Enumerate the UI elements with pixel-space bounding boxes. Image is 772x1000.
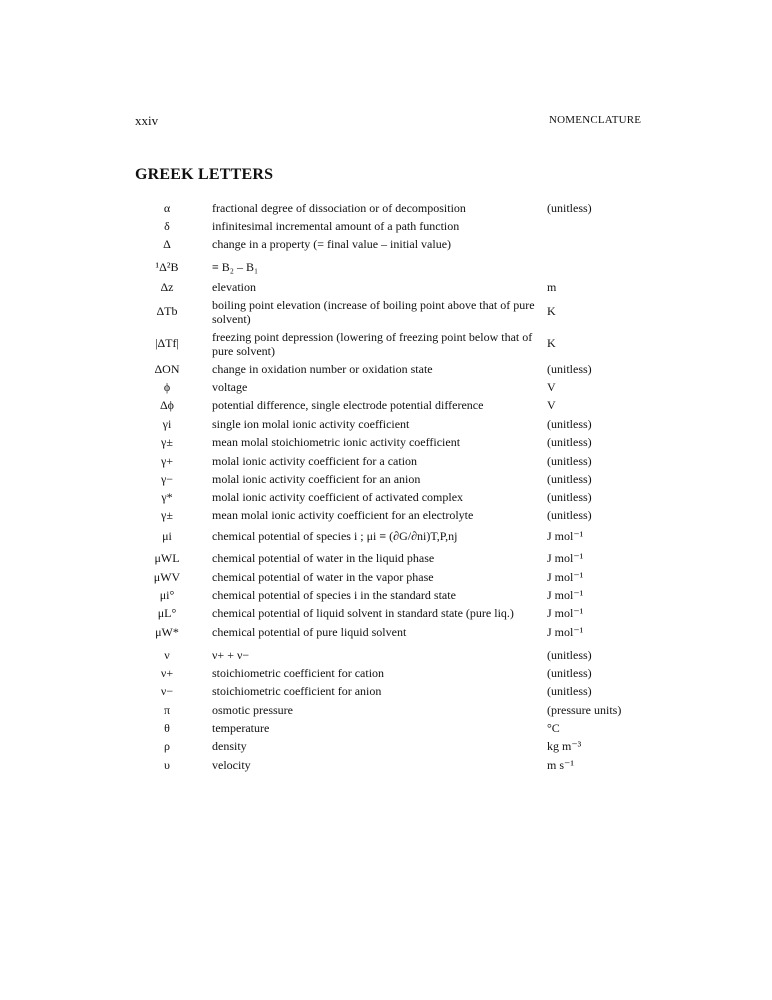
unit: J mol⁻¹ — [547, 551, 584, 565]
symbol: γ+ — [160, 454, 174, 468]
unit: (unitless) — [547, 508, 592, 522]
unit: (unitless) — [547, 684, 592, 698]
description: single ion molal ionic activity coefficient — [212, 417, 410, 431]
description: potential difference, single electrode potential difference — [212, 398, 484, 412]
description: osmotic pressure — [212, 703, 293, 717]
symbol: μi — [162, 529, 172, 543]
symbol: ΔON — [154, 362, 180, 376]
unit: V — [547, 398, 556, 412]
symbol: ν+ — [160, 666, 174, 680]
symbol: γ± — [161, 508, 173, 522]
unit: m — [547, 280, 557, 294]
description: chemical potential of water in the vapor phase — [212, 570, 434, 584]
description: chemical potential of water in the liquid phase — [212, 551, 435, 565]
symbol: μWL — [154, 551, 180, 565]
symbol: μi° — [159, 588, 175, 602]
description: density — [212, 739, 247, 753]
unit: (unitless) — [547, 666, 592, 680]
symbol: γ− — [160, 472, 174, 486]
description: ≡ B₂ – B₁ — [212, 260, 259, 274]
symbol: Δz — [160, 280, 174, 294]
description: stoichiometric coefficient for cation — [212, 666, 385, 680]
running-title: NOMENCLATURE — [549, 114, 642, 126]
symbol: ρ — [164, 739, 170, 753]
unit: (unitless) — [547, 490, 592, 504]
unit: m s⁻¹ — [547, 758, 574, 772]
description: boiling point elevation (increase of boiling point above that of pure solvent) — [212, 298, 535, 326]
symbol: ϕ — [163, 380, 171, 394]
description: voltage — [212, 380, 248, 394]
unit: (unitless) — [547, 435, 592, 449]
page-number: xxiv — [135, 113, 159, 128]
unit: J mol⁻¹ — [547, 529, 584, 543]
description: freezing point depression (lowering of freezing point below that of pure solvent) — [212, 330, 533, 358]
symbol: θ — [164, 721, 170, 735]
description: temperature — [212, 721, 270, 735]
unit: (pressure units) — [547, 703, 622, 717]
symbol: ν− — [160, 684, 174, 698]
description: molal ionic activity coefficient of activated complex — [212, 490, 464, 504]
symbol: |ΔTf| — [155, 336, 179, 350]
symbol: Δϕ — [159, 398, 175, 412]
description: change in a property (= final value – initial value) — [212, 237, 452, 251]
description: fractional degree of dissociation or of decomposition — [212, 201, 466, 215]
symbol: π — [163, 703, 171, 717]
unit: J mol⁻¹ — [547, 625, 584, 639]
symbol: ν — [164, 648, 170, 662]
unit: (unitless) — [547, 472, 592, 486]
unit: V — [547, 380, 556, 394]
unit: J mol⁻¹ — [547, 570, 584, 584]
description: velocity — [212, 758, 251, 772]
unit: (unitless) — [547, 417, 592, 431]
symbol: δ — [164, 219, 170, 233]
unit: J mol⁻¹ — [547, 606, 584, 620]
unit: (unitless) — [547, 454, 592, 468]
symbol: μW* — [155, 625, 179, 639]
description: elevation — [212, 280, 256, 294]
unit: (unitless) — [547, 201, 592, 215]
unit: J mol⁻¹ — [547, 588, 584, 602]
description: mean molal ionic activity coefficient for an electrolyte — [212, 508, 474, 522]
symbol: γ± — [161, 435, 173, 449]
description: change in oxidation number or oxidation state — [212, 362, 433, 376]
description: chemical potential of pure liquid solvent — [212, 625, 407, 639]
unit: K — [547, 304, 556, 318]
description: stoichiometric coefficient for anion — [212, 684, 382, 698]
description: molal ionic activity coefficient for a cation — [212, 454, 418, 468]
symbol: ¹Δ²B — [155, 260, 179, 274]
description: ν+ + ν− — [212, 648, 250, 662]
symbol: μWV — [153, 570, 181, 584]
symbol: ΔTb — [156, 304, 178, 318]
description: molal ionic activity coefficient for an anion — [212, 472, 421, 486]
unit: K — [547, 336, 556, 350]
description: mean molal stoichiometric ionic activity coefficient — [212, 435, 461, 449]
description: chemical potential of species i ; μi ≡ (∂G/∂ni)T,P,nj — [212, 529, 458, 543]
symbol: γi — [162, 417, 172, 431]
unit: (unitless) — [547, 362, 592, 376]
symbol: υ — [164, 758, 170, 772]
description: chemical potential of species i in the standard state — [212, 588, 456, 602]
description: infinitesimal incremental amount of a path function — [212, 219, 460, 233]
symbol: Δ — [163, 237, 171, 251]
unit: °C — [547, 721, 560, 735]
description: chemical potential of liquid solvent in standard state (pure liq.) — [212, 606, 514, 620]
unit: (unitless) — [547, 648, 592, 662]
section-title: GREEK LETTERS — [135, 166, 274, 183]
symbol: γ* — [161, 490, 173, 504]
symbol: α — [163, 201, 171, 215]
symbol: μL° — [157, 606, 177, 620]
unit: kg m⁻³ — [547, 739, 582, 753]
